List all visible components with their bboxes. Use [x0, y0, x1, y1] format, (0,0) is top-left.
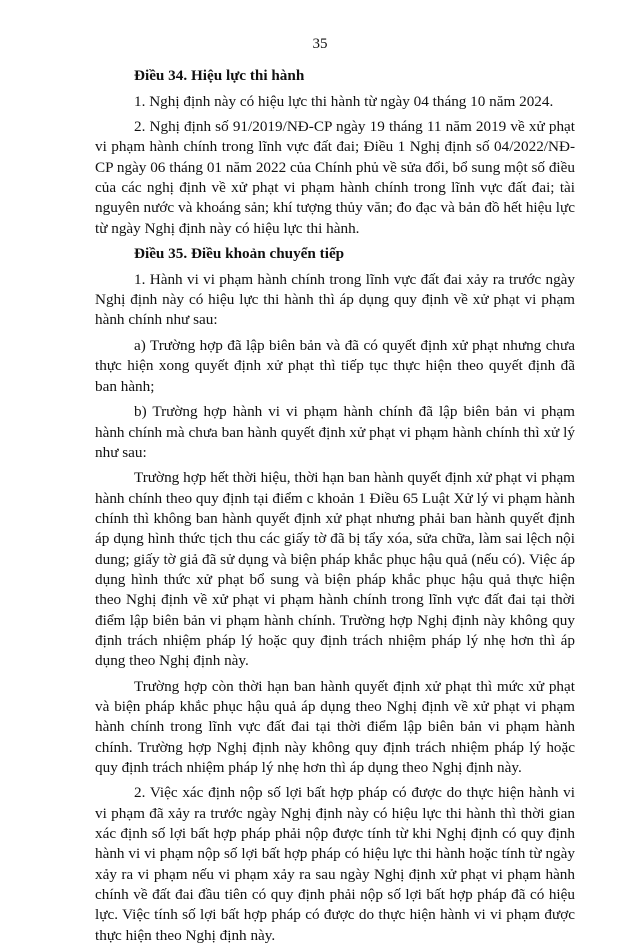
article-35-paragraph-2: 2. Việc xác định nộp số lợi bất hợp pháp có được do thực hiện hành vi vi phạm đã xảy ra trước ngày Nghị định này có hiệu lực thi hành thì thời gian xác định số lợi bất hợp pháp phải nộp được tính từ khi Nghị định có quy định hành vi vi phạm nộp số lợi bất hợp pháp có hiệu lực thi hành hoặc tính từ ngày xảy ra vi phạm nếu vi phạm xảy ra sau ngày Nghị định xử phạt vi phạm hành chính về đất đai đầu tiên có quy định phải nộp số lợi bất hợp pháp đã có hiệu lực. Việc tính số lợi bất hợp pháp có được do thực hiện hành vi vi phạm được thực hiện theo Nghị định này.	[95, 784, 575, 944]
article-34-paragraph-2: 2. Nghị định số 91/2019/NĐ-CP ngày 19 tháng 11 năm 2019 về xử phạt vi phạm hành chính trong lĩnh vực đất đai; Điều 1 Nghị định số 04/2022/NĐ-CP ngày 06 tháng 01 năm 2022 của Chính phủ về sửa đổi, bổ sung một số điều của các nghị định về xử phạt vi phạm hành chính trong lĩnh vực đất đai; tài nguyên nước và khoáng sản; khí tượng thủy văn; đo đạc và bản đồ hết hiệu lực từ ngày Nghị định này có hiệu lực thi hành.	[95, 118, 575, 237]
article-34-paragraph-1: 1. Nghị định này có hiệu lực thi hành từ ngày 04 tháng 10 năm 2024.	[134, 92, 554, 110]
article-35-point-b: b) Trường hợp hành vi vi phạm hành chính đã lập biên bản vi phạm hành chính mà chưa ban hành quyết định xử phạt vi phạm hành chính thì xử lý như sau:	[95, 403, 575, 461]
article-35-case-expired: Trường hợp hết thời hiệu, thời hạn ban hành quyết định xử phạt vi phạm hành chính theo quy định tại điểm c khoản 1 Điều 65 Luật Xử lý vi phạm hành chính thì không ban hành quyết định xử phạt nhưng phải ban hành quyết định áp dụng hình thức tịch thu các giấy tờ đã bị tẩy xóa, sửa chữa, làm sai lệch nội dung; giấy tờ giả đã sử dụng và biện pháp khắc phục hậu quả (nếu có). Việc áp dụng hình thức xử phạt bổ sung và biện pháp khắc phục hậu quả thực hiện theo Nghị định về xử phạt vi phạm hành chính trong lĩnh vực đất đai tại thời điểm lập biên bản vi phạm hành chính. Trường hợp Nghị định này không quy định trách nhiệm pháp lý hoặc quy định trách nhiệm pháp lý nhẹ hơn thì áp dụng theo Nghị định này.	[95, 469, 575, 670]
article-35-heading: Điều 35. Điều khoản chuyển tiếp	[134, 245, 345, 263]
article-35-paragraph-1: 1. Hành vi vi phạm hành chính trong lĩnh vực đất đai xảy ra trước ngày Nghị định này có hiệu lực thi hành thì áp dụng quy định về xử phạt vi phạm hành chính như sau:	[95, 270, 575, 329]
article-35-point-a: a) Trường hợp đã lập biên bản và đã có quyết định xử phạt nhưng chưa thực hiện xong quyết định xử phạt thì tiếp tục thực hiện theo quyết định đã ban hành;	[95, 337, 575, 395]
article-35-case-remaining: Trường hợp còn thời hạn ban hành quyết định xử phạt thì mức xử phạt và biện pháp khắc phục hậu quả áp dụng theo Nghị định về xử phạt vi phạm hành chính trong lĩnh vực đất đai tại thời điểm lập biên bản vi phạm hành chính. Trường hợp Nghị định này không quy định trách nhiệm pháp lý hoặc quy định trách nhiệm pháp lý nhẹ hơn thì áp dụng theo Nghị định này.	[95, 677, 575, 776]
article-34-heading: Điều 34. Hiệu lực thi hành	[134, 67, 305, 84]
document-body	[95, 66, 575, 951]
page-number: 35	[312, 36, 328, 52]
